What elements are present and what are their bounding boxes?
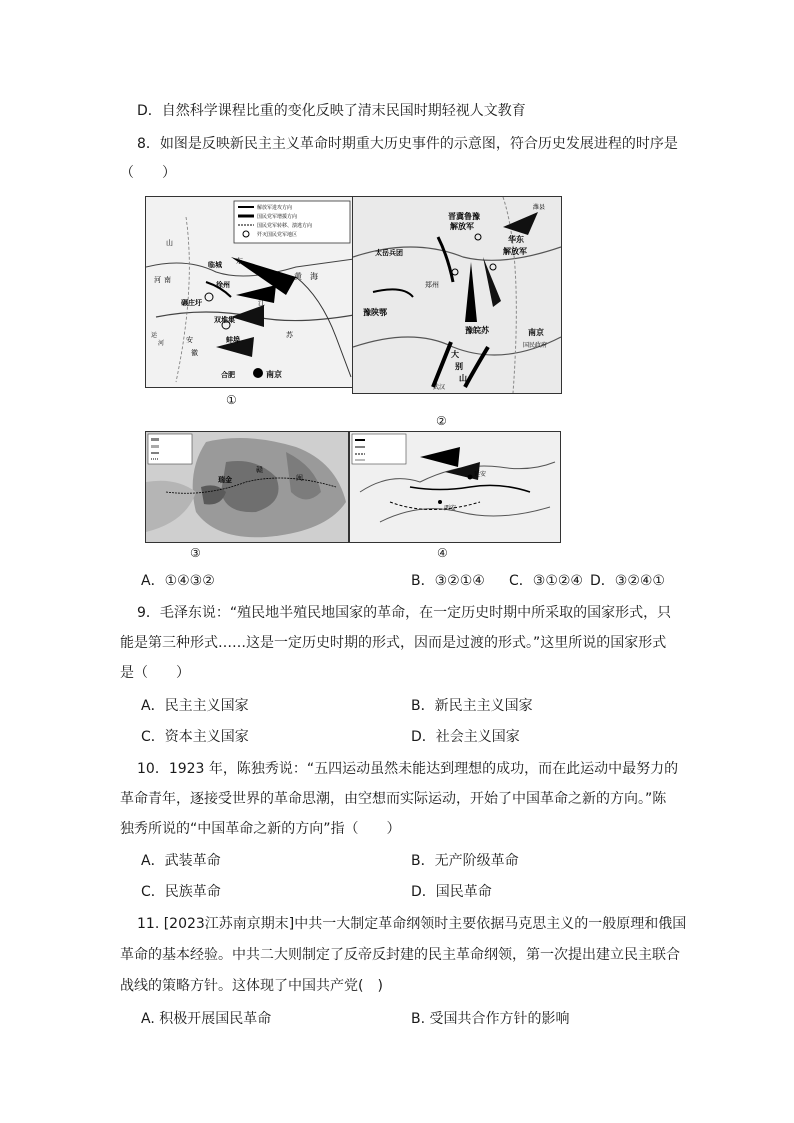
place: 延安	[474, 471, 487, 478]
q10-option-d[interactable]: D．国民革命	[411, 884, 492, 900]
place: 郑州	[425, 281, 439, 289]
place: 蚌埠	[226, 336, 240, 344]
map-label-1: ①	[226, 393, 237, 407]
legend-2: 国民党军增援方向	[257, 214, 298, 220]
place: 西安	[444, 505, 457, 512]
place: 晋冀鲁豫	[448, 212, 480, 221]
place: 豫皖苏	[465, 326, 489, 335]
place: 南京	[528, 328, 544, 337]
map-huaihai-campaign	[145, 196, 355, 388]
place: 运	[151, 332, 158, 339]
place: 临城	[208, 261, 222, 269]
q9-option-a[interactable]: A．民主主义国家	[141, 698, 249, 714]
q8-stem: 8．如图是反映新民主主义革命时期重大历史事件的示意图，符合历史发展进程的时序是	[137, 136, 678, 152]
place: 国民政府	[523, 342, 548, 349]
q11-stem-2: 革命的基本经验。中共二大则制定了反帝反封建的民主革命纲领，第一次提出建立民主联合	[120, 947, 680, 963]
legend-1: 解放军进攻方向	[257, 205, 293, 211]
q9-stem-1: 9．毛泽东说：“殖民地半殖民地国家的革命，在一定历史时期中所采取的国家形式，只	[137, 605, 672, 621]
q7-option-d: D．自然科学课程比重的变化反映了清末民国时期轻视人文教育	[137, 103, 526, 119]
place: 解放军	[503, 247, 527, 256]
place: 黄	[294, 272, 302, 281]
place: 太岳兵团	[375, 249, 403, 257]
q9-option-d[interactable]: D．社会主义国家	[411, 729, 520, 745]
place: 武汉	[433, 384, 446, 391]
place: 南京	[266, 370, 282, 379]
q8-option-d[interactable]: D．③②④①	[590, 573, 665, 589]
q10-option-a[interactable]: A．武装革命	[141, 853, 221, 869]
place: 瑞金	[218, 476, 232, 484]
q11-stem-3: 战线的策略方针。这体现了中国共产党( )	[120, 978, 383, 994]
place: 大	[451, 350, 459, 359]
place: 徐州	[216, 281, 230, 289]
q8-option-b[interactable]: B．③②①④	[411, 573, 485, 589]
place: 安	[186, 336, 193, 344]
map-label-2: ②	[436, 414, 447, 428]
q9-option-c[interactable]: C．资本主义国家	[141, 729, 249, 745]
place: 豫陕鄂	[363, 308, 387, 317]
place: 山	[166, 239, 173, 247]
map-label-4: ④	[437, 546, 448, 560]
legend-3: 国民党军转移、溃逃方向	[257, 223, 313, 229]
place: 海	[310, 272, 318, 281]
map-strategic-counteroffensive	[352, 196, 562, 394]
place: 合肥	[221, 371, 235, 379]
q10-stem-3: 独秀所说的“中国革命之新的方向”指（ ）	[120, 821, 401, 837]
place: 河	[158, 340, 165, 347]
q11-option-a[interactable]: A. 积极开展国民革命	[141, 1011, 272, 1027]
place: 东	[236, 257, 243, 265]
place: 河	[154, 276, 161, 284]
q11-stem-1: 11. [2023江苏南京期末]中共一大制定革命纲领时主要依据马克思主义的一般原理和俄国	[137, 916, 687, 932]
place: 解放军	[450, 222, 474, 231]
q10-option-c[interactable]: C．民族革命	[141, 884, 221, 900]
place: 双堆集	[214, 316, 235, 324]
place: 华东	[508, 235, 524, 244]
q9-option-b[interactable]: B．新民主主义国家	[411, 698, 533, 714]
q11-option-b[interactable]: B. 受国共合作方针的影响	[411, 1011, 570, 1027]
place: 碾庄圩	[181, 299, 202, 307]
q9-stem-2: 能是第三种形式……这是一定历史时期的形式，因而是过渡的形式。”这里所说的国家形式	[120, 635, 667, 651]
legend-4: 歼灭国民党军地区	[257, 232, 298, 238]
q10-stem-2: 革命青年，逐接受世界的革命思潮，由空想而实际运动，开始了中国革命之新的方向。”陈	[120, 791, 667, 807]
place: 苏	[286, 331, 293, 339]
q10-option-b[interactable]: B．无产阶级革命	[411, 853, 519, 869]
place: 江	[258, 299, 265, 307]
map-long-march	[349, 431, 561, 543]
place: 南	[164, 276, 171, 284]
place: 赣	[256, 466, 263, 474]
place: 山	[459, 374, 467, 383]
map-central-soviet	[145, 431, 349, 543]
place: 潍县	[533, 204, 546, 211]
q8-paren: （ ）	[120, 165, 176, 181]
map-label-3: ③	[190, 546, 201, 560]
place: 徽	[191, 349, 198, 357]
q8-option-a[interactable]: A．①④③②	[141, 573, 215, 589]
place: 闽	[296, 474, 303, 482]
q9-stem-3: 是（ ）	[120, 665, 190, 681]
place: 别	[455, 362, 463, 371]
q10-stem-1: 10．1923 年，陈独秀说：“五四运动虽然未能达到理想的成功，而在此运动中最努力的	[137, 761, 679, 777]
q8-option-c[interactable]: C．③①②④	[509, 573, 583, 589]
